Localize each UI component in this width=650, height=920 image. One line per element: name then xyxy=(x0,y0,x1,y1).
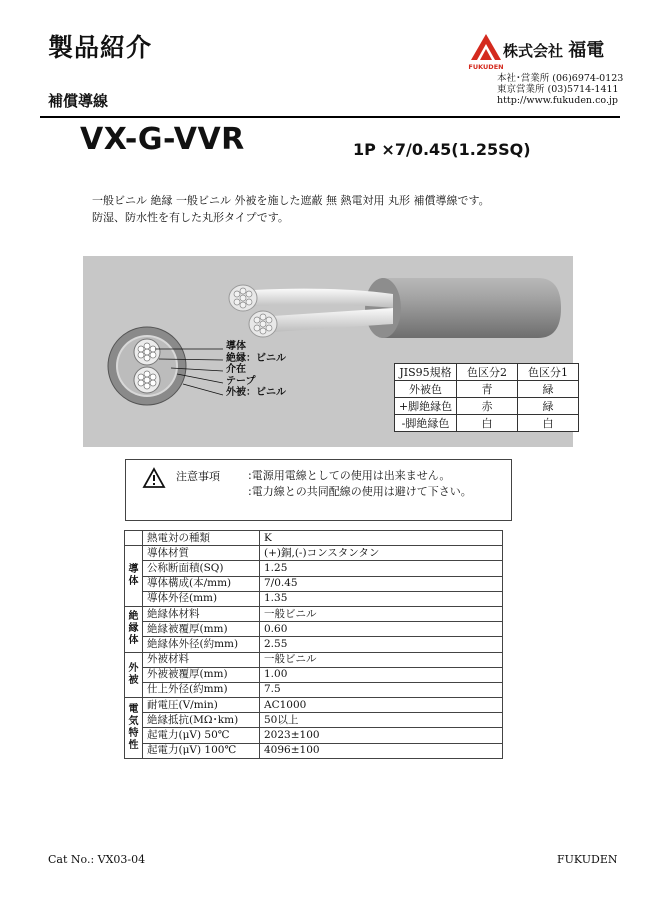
address-line: 東京営業所 (03)5714-1411 xyxy=(497,84,619,95)
company-name-main: 福電 xyxy=(568,40,605,61)
model-number: VX-G-VVR xyxy=(80,122,245,157)
spec-value: (+)銅,(-)コンスタンタン xyxy=(260,546,503,561)
spec-row xyxy=(125,637,503,652)
spec-value: 一般ビニル xyxy=(260,606,503,621)
label-tape: テープ xyxy=(226,375,256,387)
label-insulation: 絶縁：ビニル xyxy=(226,352,286,364)
spec-row xyxy=(125,606,503,621)
spec-item: 絶縁抵抗(MΩ･km) xyxy=(143,713,260,728)
spec-row xyxy=(125,622,503,637)
description-line: 一般ビニル 絶縁 一般ビニル 外被を施した遮蔽 無 熱電対用 丸形 補償導線です。 xyxy=(92,194,490,207)
spec-row xyxy=(125,667,503,682)
spec-table xyxy=(124,530,503,759)
spec-row xyxy=(125,698,503,713)
jis-cell: 赤 xyxy=(457,398,518,415)
label-filler: 介在 xyxy=(226,364,246,375)
spec-value: 2023±100 xyxy=(260,728,503,743)
cable-jacket xyxy=(376,278,562,338)
label-conductor: 導体 xyxy=(226,341,246,352)
page-title: 製品紹介 xyxy=(48,33,153,62)
spec-value: K xyxy=(260,531,503,546)
address-line: 本社･営業所 (06)6974-0123 xyxy=(497,73,624,84)
product-description xyxy=(92,192,490,226)
spec-value: 1.00 xyxy=(260,667,503,682)
spec-value: 1.35 xyxy=(260,591,503,606)
company-logo xyxy=(468,32,504,76)
jis-cell: 緑 xyxy=(518,381,579,398)
spec-item: 外被材料 xyxy=(143,652,260,667)
spec-value: 1.25 xyxy=(260,561,503,576)
spec-item: 絶縁体外径(約mm) xyxy=(143,637,260,652)
caution-label: 注意事項 xyxy=(176,470,220,483)
jis-row xyxy=(395,398,579,415)
logo-text: FUKUDEN xyxy=(468,63,504,71)
spec-item: 外被被覆厚(mm) xyxy=(143,667,260,682)
caution-line: :電源用電線としての使用は出来ません。 xyxy=(248,469,451,482)
header-divider xyxy=(40,116,620,118)
spec-item: 絶縁体材料 xyxy=(143,606,260,621)
company-address xyxy=(497,73,623,106)
jis-header-cell: 色区分1 xyxy=(518,364,579,381)
company-name xyxy=(503,36,604,62)
caution-box xyxy=(125,459,512,521)
jis-header-row xyxy=(395,364,579,381)
jis-row xyxy=(395,381,579,398)
spec-value: 一般ビニル xyxy=(260,652,503,667)
spec-row xyxy=(125,531,503,546)
spec-item: 導体材質 xyxy=(143,546,260,561)
cross-section-labels xyxy=(226,341,286,399)
spec-value: 2.55 xyxy=(260,637,503,652)
spec-row xyxy=(125,652,503,667)
jis-row xyxy=(395,415,579,432)
jis-header-cell: 色区分2 xyxy=(457,364,518,381)
jis-cell: 白 xyxy=(518,415,579,432)
spec-row xyxy=(125,561,503,576)
spec-value: 0.60 xyxy=(260,622,503,637)
website-link[interactable]: http://www.fukuden.co.jp xyxy=(497,95,618,106)
spec-row xyxy=(125,591,503,606)
spec-row xyxy=(125,576,503,591)
spec-row xyxy=(125,546,503,561)
spec-group-conductor: 導体 xyxy=(125,546,143,607)
spec-value: 7/0.45 xyxy=(260,576,503,591)
warning-triangle-icon xyxy=(142,467,166,489)
spec-group-insulation: 絶縁体 xyxy=(125,606,143,652)
fukuden-logo-icon xyxy=(468,32,504,72)
company-name-prefix: 株式会社 xyxy=(503,42,564,60)
spec-item: 導体構成(本/mm) xyxy=(143,576,260,591)
catalog-number: Cat No.: VX03-04 xyxy=(48,853,146,866)
spec-value: 4096±100 xyxy=(260,743,503,758)
jis-header-cell: JIS95規格 xyxy=(395,364,457,381)
spec-row xyxy=(125,682,503,697)
spec-group-empty xyxy=(125,531,143,546)
spec-item: 起電力(μV) 100℃ xyxy=(143,743,260,758)
jis-cell: 外被色 xyxy=(395,381,457,398)
page-subtitle: 補償導線 xyxy=(48,92,109,110)
spec-row xyxy=(125,743,503,758)
jacket-end xyxy=(365,278,401,338)
spec-item: 熱電対の種類 xyxy=(143,531,260,546)
spec-item: 公称断面積(SQ) xyxy=(143,561,260,576)
jis-cell: 白 xyxy=(457,415,518,432)
label-jacket: 外被：ビニル xyxy=(226,387,286,398)
description-line: 防湿、防水性を有した丸形タイプです。 xyxy=(92,211,289,224)
model-spec: 1P ×7/0.45(1.25SQ) xyxy=(353,140,531,159)
caution-text xyxy=(248,468,472,500)
spec-value: 50以上 xyxy=(260,713,503,728)
jis-cell: 緑 xyxy=(518,398,579,415)
jis-cell: 青 xyxy=(457,381,518,398)
spec-item: 仕上外径(約mm) xyxy=(143,682,260,697)
caution-line: :電力線との共同配線の使用は避けて下さい。 xyxy=(248,485,472,498)
spec-value: AC1000 xyxy=(260,698,503,713)
spec-item: 耐電圧(V/min) xyxy=(143,698,260,713)
spec-group-electrical: 電気特性 xyxy=(125,698,143,759)
spec-item: 絶縁被覆厚(mm) xyxy=(143,622,260,637)
footer-brand: FUKUDEN xyxy=(557,853,618,866)
jis-cell: +脚絶縁色 xyxy=(395,398,457,415)
jis-color-table xyxy=(394,363,579,432)
spec-item: 導体外径(mm) xyxy=(143,591,260,606)
jis-cell: -脚絶縁色 xyxy=(395,415,457,432)
spec-row xyxy=(125,713,503,728)
spec-value: 7.5 xyxy=(260,682,503,697)
spec-row xyxy=(125,728,503,743)
spec-item: 起電力(μV) 50℃ xyxy=(143,728,260,743)
spec-group-jacket: 外被 xyxy=(125,652,143,698)
